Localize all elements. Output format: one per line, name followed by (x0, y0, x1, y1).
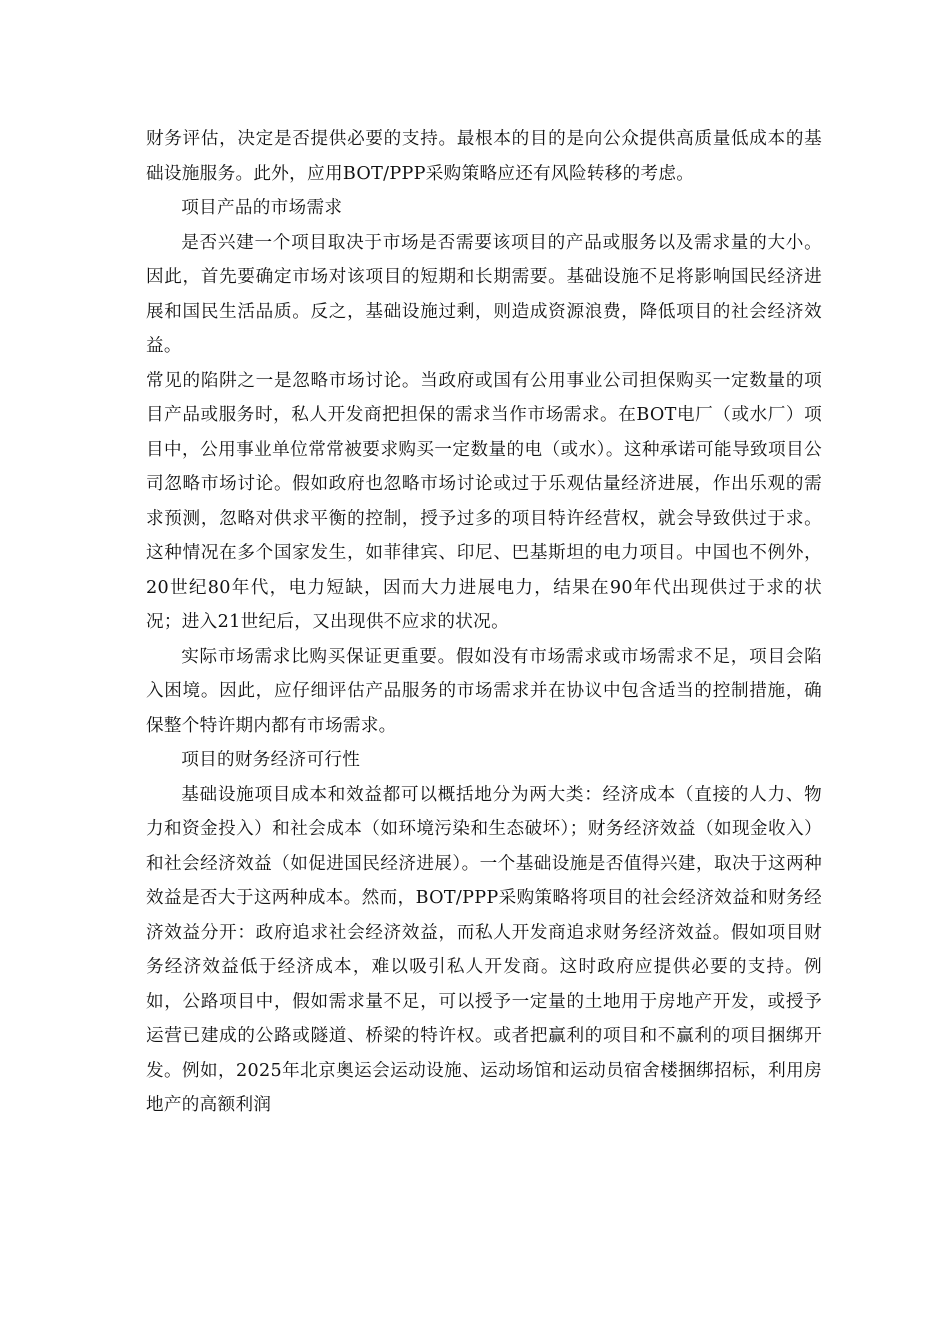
paragraph-common-pitfall: 常见的陷阱之一是忽略市场讨论。当政府或国有公用事业公司担保购买一定数量的项目产品或服务时，私人开发商把担保的需求当作市场需求。在BOT电厂（或水厂）项目中，公用事业单位常常被要求购买一定数量的电（或水）。这种承诺可能导致项目公司忽略市场讨论。假如政府也忽略市场讨论或过于乐观估量经济进展，作出乐观的需求预测，忽略对供求平衡的控制，授予过多的项目特许经营权，就会导致供过于求。这种情况在多个国家发生，如菲律宾、印尼、巴基斯坦的电力项目。中国也不例外，20世纪80年代，电力短缺，因而大力进展电力，结果在90年代出现供过于求的状况；进入21世纪后，又出现供不应求的状况。 (146, 370, 822, 632)
section-heading-market-demand: 项目产品的市场需求 (181, 198, 343, 218)
document-body (146, 122, 822, 1123)
paragraph-intro: 财务评估，决定是否提供必要的支持。最根本的目的是向公众提供高质量低成本的基础设施服务。此外，应用BOT/PPP采购策略应还有风险转移的考虑。 (146, 129, 822, 184)
paragraph-actual-demand: 实际市场需求比购买保证更重要。假如没有市场需求或市场需求不足，项目会陷入困境。因此，应仔细评估产品服务的市场需求并在协议中包含适当的控制措施，确保整个特许期内都有市场需求。 (146, 646, 822, 736)
paragraph-market-demand: 是否兴建一个项目取决于市场是否需要该项目的产品或服务以及需求量的大小。因此，首先要确定市场对该项目的短期和长期需要。基础设施不足将影响国民经济进展和国民生活品质。反之，基础设施过剩，则造成资源浪费，降低项目的社会经济效益。 (146, 232, 822, 356)
section-heading-financial-feasibility: 项目的财务经济可行性 (181, 750, 361, 770)
paragraph-financial-feasibility: 基础设施项目成本和效益都可以概括地分为两大类：经济成本（直接的人力、物力和资金投入）和社会成本（如环境污染和生态破坏）；财务经济效益（如现金收入）和社会经济效益（如促进国民经济进展）。一个基础设施是否值得兴建，取决于这两种效益是否大于这两种成本。然而，BOT/PPP采购策略将项目的社会经济效益和财务经济效益分开：政府追求社会经济效益，而私人开发商追求财务经济效益。假如项目财务经济效益低于经济成本，难以吸引私人开发商。这时政府应提供必要的支持。例如，公路项目中，假如需求量不足，可以授予一定量的土地用于房地产开发，或授予运营已建成的公路或隧道、桥梁的特许权。或者把赢利的项目和不赢利的项目捆绑开发。例如，2025年北京奥运会运动设施、运动场馆和运动员宿舍楼捆绑招标，利用房地产的高额利润 (146, 784, 822, 1115)
